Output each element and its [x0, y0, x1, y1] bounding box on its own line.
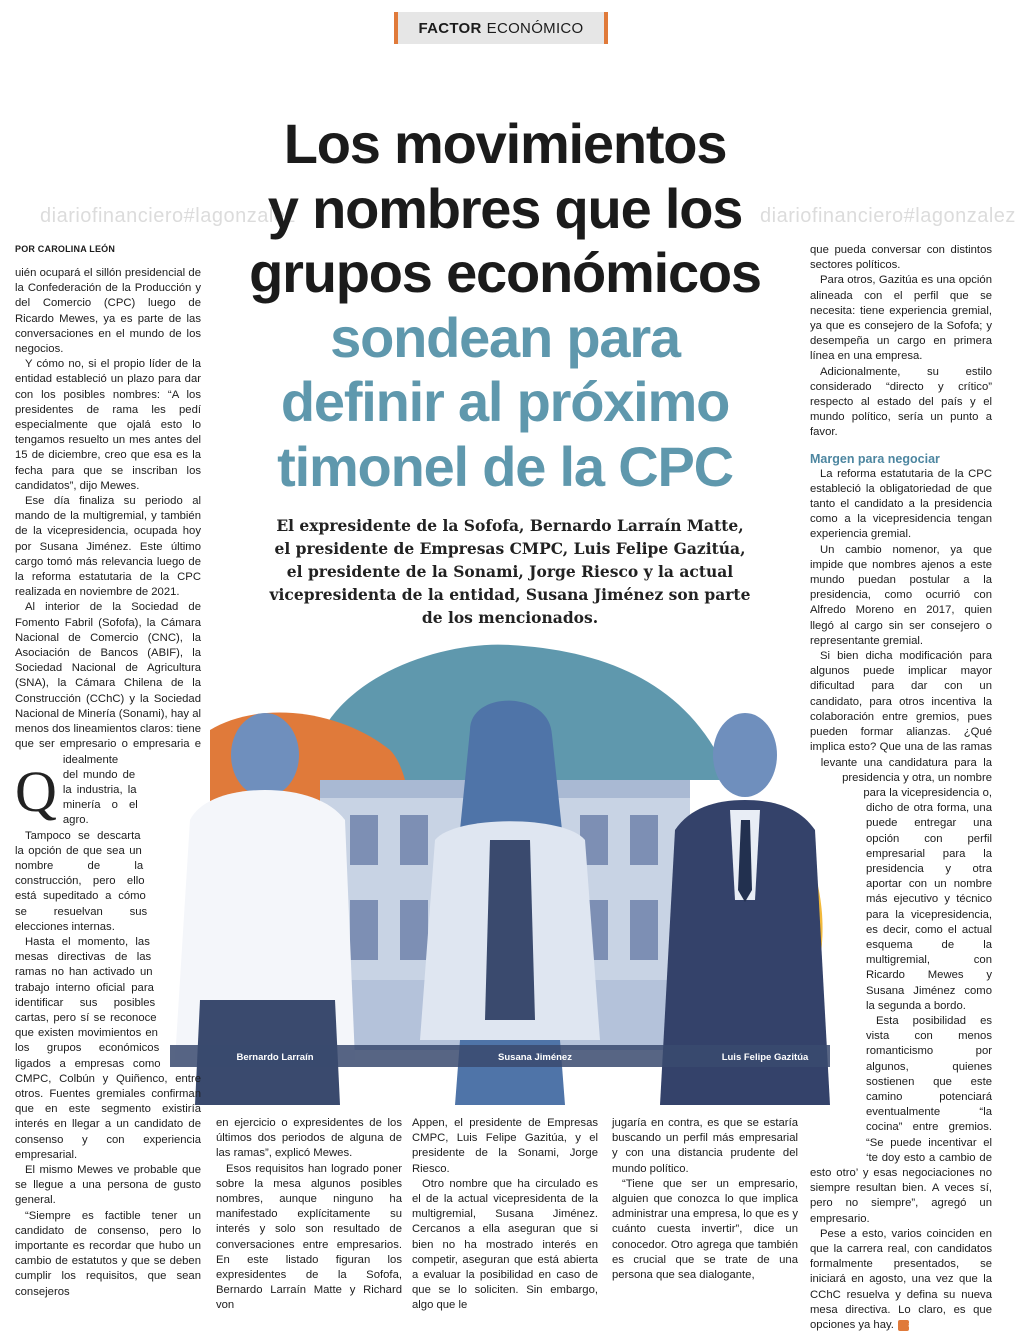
col1-paragraph-2: Y cómo no, si el propio líder de la entidad estableció un plazo para dar con los posibles nombres: “A los presidentes de rama les pedí especialmente que ojalá esto lo tengamos resuelto un mes antes del 15 de diciembre, creo que esa es la fecha para que se inscriban los candidatos”, dijo Mewes. — [15, 358, 201, 492]
headline-line-2: y nombres que los — [267, 176, 743, 240]
dropcap: Q — [15, 759, 57, 824]
col1-paragraph-6: Hasta el momento, las mesas directivas de las ramas no han activado un trabajo interno oficial para identificar sus posibles cartas, pero sí se reconoce que existen movimientos en los grupos económicos ligados a empresas como CMPC, Colbún y Quiñenco, entre otros. Fuentes gremiales confirman que en este segmento existiría interés en llegar a un candidato de consenso y con experiencia empresarial. — [15, 935, 201, 1161]
col5-paragraph-1: que pueda conversar con distintos sectores políticos. — [810, 244, 992, 272]
headline-line-5: definir al próximo — [280, 370, 730, 433]
col2-paragraph-2: Esos requisitos han logrado poner sobre la mesa algunos posibles nombres, aunque ninguno ha manifestado explícitamente su interés y solo son resultado de conversaciones entre empresarios. En este listado figuran los expresidentes de la Sofofa, Bernardo Larraín Matte y Richard von — [216, 1162, 402, 1312]
photo-illustration — [170, 640, 830, 1105]
subtitle: El expresidente de la Sofofa, Bernardo Larraín Matte, el presidente de Empresas CMPC, Luis Felipe Gazitúa, el presidente de la Sonami, Jorge Riesco y la actual vicepresidenta de la entidad, Susana Jiménez son parte de los mencionados. — [269, 516, 751, 627]
col5-paragraph-3: Adicionalmente, su estilo considerado “directo y crítico” respecto al estado del país y el mundo político, sería un punto a favor. — [810, 365, 992, 439]
col5-paragraph-7: Esta posibilidad es vista con menos romanticismo por algunos, quienes sostienen que este camino potenciará eventualmente “la cocina” entre gremios. “Se puede incentivar el ‘te doy esto a cambio de esto otro’ y esas negociaciones no siempre resultan bien. A veces sí, pero no siempre”, agregó un empresario. — [810, 1014, 992, 1225]
article-column-1 — [15, 266, 201, 1298]
watermark-left: diariofinanciero#lagonzalez — [40, 205, 296, 227]
caption-bernardo: Bernardo Larraín — [236, 1052, 314, 1063]
col1-paragraph-5: Tampoco se descarta la opción de que sea un nombre de la construcción, pero ello está supeditado a cómo se resuelvan sus elecciones internas. — [15, 829, 148, 933]
col3-paragraph-2: Otro nombre que ha circulado es el de la actual vicepresidenta de la multigremial, Susana Jiménez. Cercanos a ella aseguran que si bien no ha mostrado interés en competir, aseguran que está abierta a evaluar la posibilidad en caso de que se lo soliciten. Sin embargo, algo que le — [412, 1177, 598, 1312]
col5-paragraph-5: Un cambio nomenor, ya que impide que nombres ajenos a este mundo puedan postular a la presidencia, como ocurrió con Alfredo Moreno en 2017, quien llegó al cargo sin ser consejero o representante gremial. — [810, 543, 992, 647]
headline-line-3: grupos económicos — [249, 241, 761, 304]
col3-paragraph-1: Appen, el presidente de Empresas CMPC, Luis Felipe Gazitúa, y el presidente de la Sonami, Jorge Riesco. — [412, 1117, 598, 1175]
col5-paragraph-4: La reforma estatutaria de la CPC estableció la obligatoriedad de que tanto el candidato a la presidencia como a la vicepresidencia tengan experiencia gremial. — [810, 467, 992, 541]
col2-paragraph-1: en ejercicio o expresidentes de los últimos dos periodos de alguna de las ramas”, explicó Mewes. — [216, 1117, 402, 1160]
caption-luis-felipe: Luis Felipe Gazitúa — [721, 1052, 809, 1063]
byline: POR CAROLINA LEÓN — [15, 244, 116, 254]
col5-paragraph-6: Si bien dicha modificación para algunos puede implicar mayor dificultad para dar con un candidato, para otros incentiva la colaboración entre gremios, pues pueden formar alianzas. ¿Qué implica esto? Que una de las ramas levante una candidatura para la presidencia y otra, un nombre para la vicepresidencia o, dicho de otra forma, una puede entregar una opción con perfil empresarial para la presidencia y otra aportar con un nombre más ejecutivo y técnico para la vicepresidencia, es decir, como el actual esquema de la multigremial, con Ricardo Mewes y Susana Jiménez como la segunda a bordo. — [810, 650, 992, 1012]
section-tag — [394, 12, 608, 44]
section-tag-rest: ECONÓMICO — [486, 19, 584, 37]
headline-line-6: timonel de la CPC — [277, 434, 733, 498]
subheading: Margen para negociar — [810, 451, 940, 466]
article-column-4 — [612, 1116, 798, 1286]
col1-paragraph-7: El mismo Mewes ve probable que se llegue a una persona de gusto general. — [15, 1163, 201, 1207]
headline-line-1: Los movimientos — [283, 112, 727, 175]
col1-paragraph-4: Al interior de la Sociedad de Fomento Fabril (Sofofa), la Cámara Nacional de Comercio (CNC), la Asociación de Bancos (ABIF), la Sociedad Nacional de Agricultura (SNA), la Cámara Chilena de la Construcción (CChC) y la Sociedad Nacional de Minería (Sonami), hay al menos dos lineamientos claros: tiene que ser empresario o empresaria e idealmente del mundo de la industria, la minería o el agro. — [15, 601, 201, 827]
photo-collage — [170, 640, 830, 1105]
col1-paragraph-1: Q uién ocupará el sillón presidencial de la Confederación de la Producción y del Comercio (CPC) luego de Ricardo Mewes, ya es parte de las conversaciones en el mundo de los negocios. — [15, 267, 201, 824]
col1-paragraph-8: “Siempre es factible tener un candidato de consenso, pero lo importante es recordar que hubo un cambio de estatutos y que se deben cumplir los requisitos, que sean consejeros — [15, 1209, 201, 1298]
col5-paragraph-2: Para otros, Gazitúa es una opción alineada con el perfil que se necesita: tiene experiencia gremial, ya que es consejero de la Sofofa; y desempeña un cargo en primera línea en una empresa. — [810, 274, 992, 363]
section-tag-bold: FACTOR — [418, 19, 482, 37]
end-mark-icon: ≡ — [898, 1320, 909, 1331]
col1-paragraph-3: Ese día finaliza su periodo al mando de la multigremial, y también de la vicepresidencia, ocupada hoy por Susana Jiménez. Este último cargo tomó más relevancia luego de la reforma estatutaria de la CPC realizada en noviembre de 2021. — [15, 495, 201, 599]
caption-susana: Susana Jiménez — [498, 1052, 572, 1063]
headline — [220, 112, 790, 499]
article-column-2 — [216, 1116, 402, 1312]
watermark-right: diariofinanciero#lagonzalez — [760, 205, 1016, 227]
col4-paragraph-1: jugaría en contra, es que se estaría buscando un perfil más empresarial y con una distancia prudente del mundo político. — [612, 1117, 798, 1175]
article-column-3 — [412, 1116, 598, 1312]
headline-line-4: sondean para — [330, 305, 680, 369]
col4-paragraph-2: “Tiene que ser un empresario, alguien que conozca lo que implica administrar una empresa, lo que es y cuánto cuesta invertir”, dice un conocedor. Otro agrega que también es crucial que se trate de una persona que sea dialogante, — [612, 1177, 798, 1282]
col5-paragraph-8: Pese a esto, varios coinciden en que la carrera real, con candidatos formalmente presentados, se iniciará en agosto, una vez que la CChC resuelva y defina su nueva mesa directiva. Lo claro, es que opciones ya hay. ≡ — [810, 1227, 992, 1332]
article-column-5 — [810, 243, 992, 1332]
